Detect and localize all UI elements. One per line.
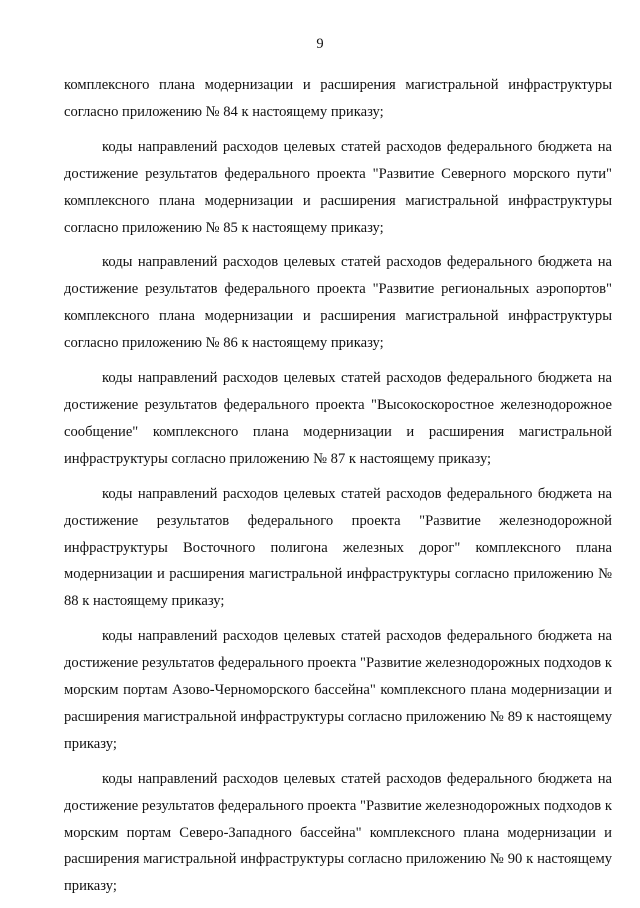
paragraph-appendix-86: коды направлений расходов целевых статей расходов федерального бюджета на достижение результатов федерального проекта "Развитие региональных аэропортов" комплексного плана модернизации и расширения магистральной инфраструктуры согласно приложению № 86 к настоящему приказу;: [64, 254, 612, 352]
paragraph-appendix-85: коды направлений расходов целевых статей расходов федерального бюджета на достижение результатов федерального проекта "Развитие Северного морского пути" комплексного плана модернизации и расширения магистральной инфраструктуры согласно приложению № 85 к настоящему приказу;: [64, 138, 612, 236]
paragraph-appendix-87: коды направлений расходов целевых статей расходов федерального бюджета на достижение результатов федерального проекта "Высокоскоростное железнодорожное сообщение" комплексного плана модернизации и расширения магистральной инфраструктуры согласно приложению № 87 к настоящему приказу;: [64, 370, 612, 467]
paragraph-appendix-90: коды направлений расходов целевых статей расходов федерального бюджета на достижение результатов федерального проекта "Развитие железнодорожных подходов к морским портам Северо-Западного бассейна" комплексного плана модернизации и расширения магистральной инфраструктуры согласно приложению № 90 к настоящему приказу;: [64, 770, 612, 895]
document-body: [64, 72, 612, 908]
page-number: 9: [316, 36, 324, 52]
paragraph-continuation: комплексного плана модернизации и расширения магистральной инфраструктуры согласно приложению № 84 к настоящему приказу;: [64, 77, 612, 120]
paragraph-appendix-88: коды направлений расходов целевых статей расходов федерального бюджета на достижение результатов федерального проекта "Развитие железнодорожной инфраструктуры Восточного полигона железных дорог" комплексного плана модернизации и расширения магистральной инфраструктуры согласно приложению № 88 к настоящему приказу;: [64, 485, 612, 610]
paragraph-appendix-89: коды направлений расходов целевых статей расходов федерального бюджета на достижение результатов федерального проекта "Развитие железнодорожных подходов к морским портам Азово-Черноморского бассейна" комплексного плана модернизации и расширения магистральной инфраструктуры согласно приложению № 89 к настоящему приказу;: [64, 628, 612, 752]
